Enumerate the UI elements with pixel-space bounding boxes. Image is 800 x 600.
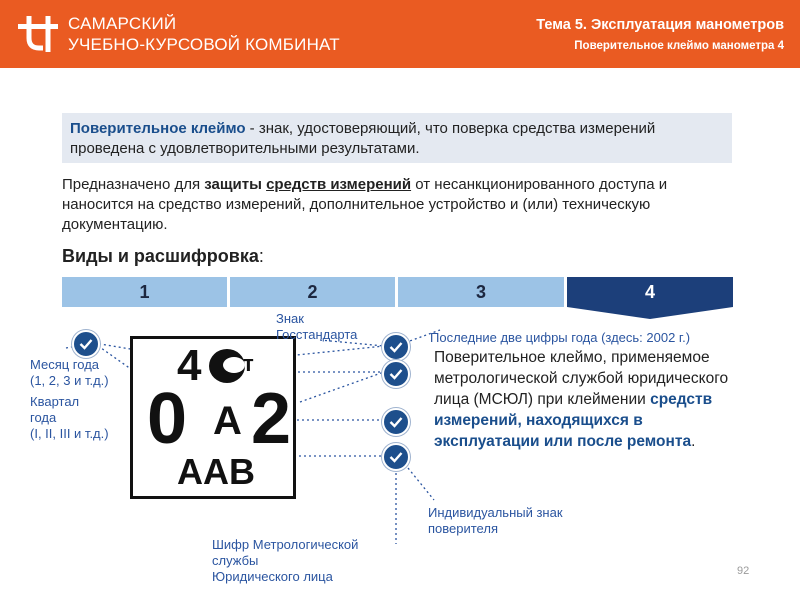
label-month-line1: Месяц года: [30, 357, 100, 372]
tab-4-active[interactable]: 4: [567, 277, 733, 307]
label-gost-line2: Госстандарта: [276, 327, 358, 342]
stamp-description: [434, 347, 734, 452]
label-quarter: [30, 394, 140, 442]
topic-title: Тема 5. Эксплуатация манометров: [536, 17, 784, 33]
label-verifier-sign: [428, 505, 628, 537]
purpose-bold1: защиты: [204, 176, 267, 193]
label-verifier-line2: поверителя: [428, 521, 498, 536]
stamp-month: 4: [177, 341, 202, 390]
purpose-bold2: средств измерений: [266, 176, 412, 193]
check-icon: [382, 333, 410, 361]
label-cipher-line3: Юридического лица: [212, 569, 333, 584]
stamp-code: ААВ: [177, 451, 255, 492]
tab-2[interactable]: 2: [230, 277, 395, 307]
tab-1[interactable]: 1: [62, 277, 227, 307]
check-icon: [72, 330, 100, 358]
label-quarter-line2: года: [30, 410, 57, 425]
gost-sign: [205, 347, 253, 387]
section-heading-colon: :: [258, 246, 264, 266]
brand-line2: УЧЕБНО-КУРСОВОЙ КОМБИНАТ: [68, 35, 340, 54]
stamp-year-right: 2: [251, 379, 292, 459]
label-cipher-line2: службы: [212, 553, 259, 568]
description-part1: Поверительное клеймо, применяемое метрологической службой юридического лица (МСЮЛ) при клеймении: [434, 349, 729, 408]
label-gost-sign: [276, 311, 386, 343]
definition-rest: - знак, удостоверяющий, что поверка средства измерений проведена с удовлетворительными результатами.: [70, 120, 656, 157]
label-metrology-cipher: [212, 537, 412, 585]
label-cipher-line1: Шифр Метрологической: [212, 537, 359, 552]
description-end: .: [691, 433, 696, 450]
label-month: [30, 357, 140, 389]
check-icon: [382, 443, 410, 471]
label-gost-line1: Знак: [276, 311, 304, 326]
check-icon: [382, 408, 410, 436]
section-heading-text: Виды и расшифровка: [62, 246, 259, 266]
verification-stamp: [130, 336, 296, 499]
tab-3[interactable]: 3: [398, 277, 564, 307]
purpose-part2: от несанкционированного доступа и наносится на средство измерений, дополнительное устройство и (или) техническую документацию.: [62, 176, 668, 233]
definition-term: Поверительное клеймо: [70, 120, 246, 137]
page-number: 92: [737, 565, 750, 577]
topic-subtitle: Поверительное клеймо манометра 4: [574, 40, 784, 52]
label-quarter-line1: Квартал: [30, 394, 80, 409]
gost-letter: т: [243, 351, 254, 376]
brand-line1: САМАРСКИЙ: [68, 14, 177, 33]
label-verifier-line1: Индивидуальный знак: [428, 505, 563, 520]
label-month-line2: (1, 2, 3 и т.д.): [30, 373, 109, 388]
check-icon: [382, 360, 410, 388]
label-quarter-line3: (I, II, III и т.д.): [30, 426, 109, 441]
description-bold: средств измерений, находящихся в эксплуатации или после ремонта: [434, 391, 713, 450]
stamp-center-letter: А: [213, 399, 242, 443]
stamp-year-left: 0: [147, 379, 188, 459]
purpose-part1: Предназначено для: [62, 176, 205, 193]
label-year-digits: Последние две цифры года (здесь: 2002 г.): [430, 330, 691, 345]
